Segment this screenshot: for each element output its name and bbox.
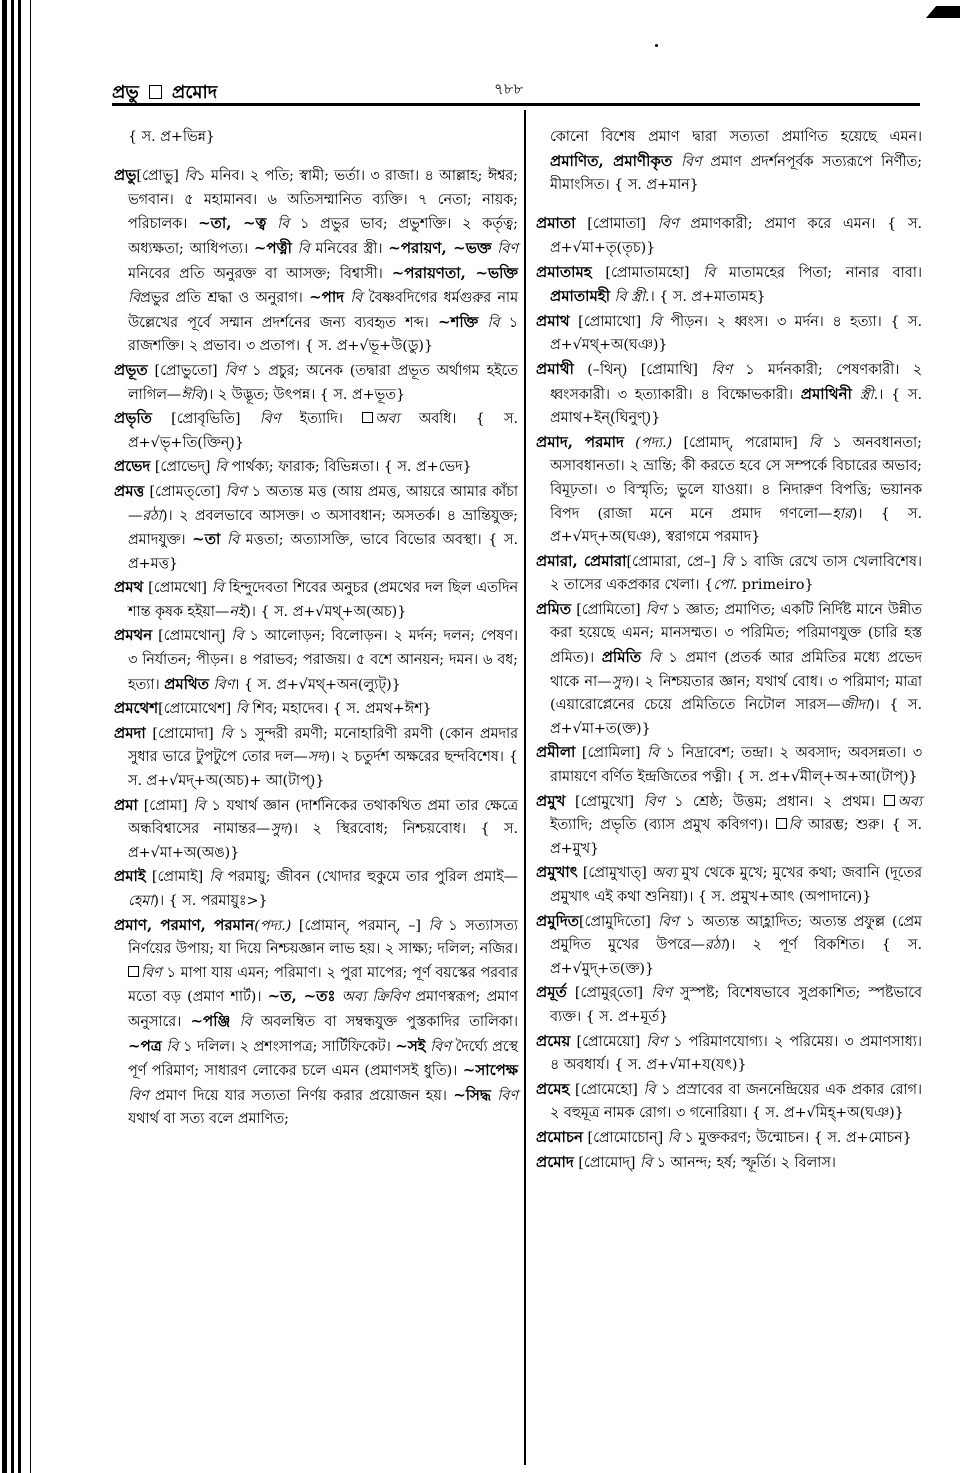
dictionary-entry bbox=[114, 722, 518, 794]
definition-text: )। ২ স্থিরবোধ; নিশ্চয়বোধ। { স. প্র+√মা+অ(অঙ)} bbox=[128, 821, 518, 861]
grammar-label: বি bbox=[667, 1129, 680, 1146]
headword: প্রমাই bbox=[114, 867, 146, 886]
definition-text: )। { স. প্র+√মা+ত(ক্ত)} bbox=[550, 697, 922, 737]
headword: ~তা bbox=[192, 530, 221, 549]
grammar-label: বিণ bbox=[497, 1087, 518, 1104]
headword: প্রমেহ bbox=[536, 1079, 570, 1098]
grammar-label: বি bbox=[297, 240, 310, 257]
definition-text: মনিবের স্ত্রী। bbox=[309, 240, 389, 257]
definition-text: )। { স. পরমায়ুঃ>} bbox=[153, 893, 268, 909]
definition-text: [প্রোমেহো] bbox=[569, 1081, 644, 1098]
dictionary-entry bbox=[536, 861, 922, 909]
definition-text bbox=[852, 387, 860, 403]
headword: ~পত্র bbox=[128, 1036, 162, 1055]
dictionary-entry bbox=[536, 431, 922, 550]
grammar-label: বিণ bbox=[259, 411, 281, 428]
headword: প্রমদা bbox=[114, 723, 146, 742]
sense-box-icon bbox=[128, 966, 139, 977]
headword: প্রমুদিত bbox=[536, 911, 579, 930]
dictionary-entry bbox=[536, 310, 922, 358]
dictionary-entry bbox=[536, 212, 922, 260]
grammar-label: বি bbox=[640, 1154, 653, 1171]
headword: প্রমথন bbox=[114, 626, 153, 645]
headword: প্রমূর্ত bbox=[536, 983, 567, 1002]
definition-text: পরমায়ু; জীবন (খোদার হুকুমে তার পুরিল প্রমাই— bbox=[221, 869, 518, 886]
scan-dot-artifact bbox=[655, 44, 658, 47]
definition-text: [প্রোমাদ্, পরোমাদ] bbox=[672, 434, 809, 451]
grammar-label: অব্য bbox=[651, 865, 677, 882]
grammar-label: বি bbox=[220, 725, 233, 742]
definition-text: ১ দলিল। ২ প্রশংসাপত্র; সার্টিফিকেট। bbox=[178, 1038, 396, 1055]
definition-text: বৈষ্ণবদিগের ধর্মগুরুর নাম উল্লেখের পূর্বে সম্মান প্রদর্শনের জন্য ব্যবহৃত শব্দ। bbox=[128, 290, 519, 331]
definition-text: ১ আনন্দ; হর্ষ; স্ফূর্তি। ২ বিলাস। bbox=[652, 1154, 836, 1171]
grammar-label: বিণ bbox=[497, 240, 518, 257]
page-number: ৭৮৮ bbox=[494, 80, 524, 98]
definition-text: পীড়ন। ২ ধ্বংস। ৩ মর্দন। ৪ হত্যা। { স. প্র+√মথ্+অ(ঘঞ)} bbox=[550, 313, 922, 354]
definition-text: প্রমাণ প্রদর্শনপূর্বক সত্যরূপে নির্ণীত; মীমাংসিত। { স. প্র+মান} bbox=[550, 153, 923, 194]
grammar-label: বিণ bbox=[646, 1033, 668, 1050]
definition-text: ইত্যাদি; প্রভৃতি (ব্যাস প্রমুখ কবিগণ)। bbox=[550, 817, 776, 834]
headword: ~পরায়ণতা, ~ভক্তি bbox=[391, 263, 519, 282]
grammar-label: ঈবি bbox=[181, 386, 203, 403]
definition-text: [প্রোমুদিতো] bbox=[578, 913, 658, 930]
grammar-label: জীদা bbox=[840, 697, 870, 714]
grammar-label: বি bbox=[648, 650, 661, 667]
dictionary-entry bbox=[536, 981, 922, 1029]
headword: প্রমুখাৎ bbox=[536, 863, 578, 882]
headword: ~তা, ~ত্ব bbox=[198, 214, 267, 233]
headword: প্রমাথী bbox=[536, 359, 574, 378]
headword: প্রমারা, প্রেমারা bbox=[536, 551, 627, 570]
definition-text: )। ২ পূর্ণ বিকশিত। { স. প্র+√মুদ্+ত(ক্ত)} bbox=[550, 937, 922, 977]
grammar-label: বি bbox=[209, 869, 222, 886]
headword: প্রমাতামহ bbox=[536, 262, 592, 281]
definition-text: [প্রোমোথেশ] bbox=[158, 701, 236, 718]
guide-word-first: প্রভু bbox=[112, 82, 139, 103]
grammar-label: পো. bbox=[713, 577, 738, 594]
grammar-label: বি bbox=[277, 216, 290, 233]
definition-text: [প্রোভুতো] bbox=[147, 362, 225, 379]
header-rule bbox=[112, 103, 920, 106]
sense-box-icon bbox=[362, 412, 373, 423]
headword: ~পত্নী bbox=[253, 238, 292, 257]
headword: প্রমিতি bbox=[601, 648, 642, 667]
definition-text: হিন্দুদেবতা শিবের অনুচর (প্রমথের দল ছিল এতদিন শান্ত কৃষক হইয়া— bbox=[128, 580, 518, 620]
headword: প্রমাদ, পরমাদ bbox=[536, 432, 624, 451]
headword: প্রভেদ bbox=[114, 457, 151, 476]
headword: প্রমা bbox=[114, 795, 138, 814]
definition-text: [প্রোমাতা] bbox=[575, 216, 658, 233]
definition-text: মুখ থেকে মুখে; মুখের কথা; জবানি (দূতের প্রমুখাৎ এই কথা শুনিয়া)। { স. প্রমুখ+আৎ (অপাদানে)} bbox=[550, 865, 922, 905]
dictionary-entry bbox=[536, 598, 922, 742]
grammar-label: নই bbox=[229, 603, 246, 620]
grammar-label: বি bbox=[428, 917, 441, 934]
definition-text: [প্রোভেদ্] bbox=[150, 459, 216, 476]
definition-text: মাতামহের পিতা; নানার বাবা। bbox=[715, 264, 922, 281]
definition-text: [প্রোমাথো] bbox=[569, 313, 650, 330]
definition-text: ১ সুন্দরী রমণী; মনোহারিণী রমণী (কোন প্রমদার সুধার ভারে টুপটুপে তোর দল— bbox=[128, 725, 518, 766]
scan-corner-artifact bbox=[926, 6, 960, 18]
definition-text: ১ শ্রেষ্ঠ; উত্তম; প্রধান। ২ প্রথম। bbox=[664, 793, 885, 810]
headword: প্রমাণ, পরমাণ, পরমান bbox=[114, 915, 255, 934]
definition-text: ১ মাপা যায় এমন; পরিমাণ। ২ পুরা মাপের; পূর্ণ বয়স্কের পরবার মতো বড় (প্রমাণ শার্ট)। bbox=[128, 964, 518, 1006]
headword: ~সই bbox=[395, 1036, 426, 1055]
right-column bbox=[536, 112, 922, 1175]
headword: ~সিদ্ধ bbox=[453, 1085, 491, 1104]
grammar-label: বিণ bbox=[225, 483, 247, 500]
definition-text: [প্রোমথো] bbox=[143, 580, 212, 597]
grammar-label: বি bbox=[647, 745, 660, 762]
grammar-label: বি bbox=[721, 553, 734, 570]
definition-text: ১ মুক্তকরণ; উন্মোচন। { স. প্র+মোচন} bbox=[679, 1129, 912, 1146]
definition-text: [প্রোমিতো] bbox=[571, 601, 646, 618]
dictionary-entry bbox=[114, 455, 518, 480]
definition-text: অবধি। { স. প্র+√ভৃ+তি(ক্তিন্)} bbox=[128, 411, 518, 451]
dictionary-entry bbox=[536, 1151, 922, 1176]
page-header bbox=[112, 78, 920, 103]
headword: প্রমথেশ bbox=[114, 699, 159, 718]
definition-text: আরম্ভ; শুরু। { স. প্র+মুখ} bbox=[550, 817, 922, 857]
definition-text: । { স. প্র+√মথ্+অন(ল্যুট্)} bbox=[234, 676, 401, 693]
definition-text: [প্রোমারা, প্রে–] bbox=[626, 553, 722, 570]
definition-text: প্রভুর প্রতি শ্রদ্ধা ও অনুরাগ। bbox=[140, 290, 310, 307]
definition-text: [প্রোমোদা] bbox=[145, 725, 221, 742]
definition-text: [প্রোবৃভিতি] bbox=[151, 411, 260, 428]
headword: প্রভূত bbox=[114, 360, 148, 379]
headword: প্রমত্ত bbox=[114, 481, 145, 500]
headword: প্রমেয় bbox=[536, 1031, 571, 1050]
headword: প্রমাথিনী bbox=[800, 384, 852, 403]
grammar-label: বিণ bbox=[224, 362, 246, 379]
definition-text: primeiro} bbox=[737, 577, 814, 594]
grammar-label: বিণ bbox=[128, 1087, 149, 1104]
grammar-label: স্ত্রী. bbox=[859, 386, 879, 403]
grammar-label: বি bbox=[193, 797, 206, 814]
grammar-label: বি bbox=[227, 532, 240, 549]
guide-word-last: প্রমোদ bbox=[171, 82, 218, 103]
definition-text: ১ আলোড়ন; বিলোড়ন। ২ মর্দন; দলন; পেষণ। ৩ নির্যাতন; পীড়ন। ৪ পরাভব; পরাজয়। ৫ বশে আনয়ন; দমন। ৬ বধ; হত্যা। bbox=[128, 628, 519, 693]
definition-text: [প্রোমেয়ো] bbox=[570, 1033, 647, 1050]
definition-text: সুস্পষ্ট; বিশেষভাবে সুপ্রকাশিত; স্পষ্টভাবে ব্যক্ত। { স. প্র+মূর্ত} bbox=[550, 985, 923, 1025]
definition-text: ১ মনিব। ২ পতি; স্বামী; ভর্তা। ৩ রাজা। ৪ আল্লাহ; ঈশ্বর; ভগবান। ৫ মহামানব। ৬ অতিসম্মানিত ব্যক্তি। ৭ নেতা; নায়ক; পরিচালক। bbox=[128, 168, 518, 233]
grammar-label: রঠা bbox=[704, 937, 725, 954]
sense-box-icon bbox=[776, 818, 787, 829]
left-column bbox=[114, 112, 518, 1132]
dictionary-entry bbox=[536, 1126, 922, 1151]
definition-text: )। ২ প্রবলভাবে আসক্ত। ৩ অসাবধান; অসতর্ক। ৪ ভ্রান্তিযুক্ত; প্রমাদযুক্ত। bbox=[128, 507, 518, 549]
headword: প্রমোদ bbox=[536, 1152, 574, 1171]
column-divider bbox=[524, 110, 526, 1465]
definition-text: )। ২ উদ্ভূত; উৎপন্ন। { স. প্র+ভূত} bbox=[202, 386, 406, 403]
definition-text: [প্রোমান্, পরমান্, –] bbox=[291, 917, 429, 934]
headword: ~পাদ bbox=[309, 288, 345, 307]
dictionary-entry bbox=[536, 790, 922, 862]
definition-text: )। ২ নিশ্চয়তার জ্ঞান; যথার্থ বোধ। ৩ পরিমাণ; মাত্রা (এয়ারোপ্লেনের চেয়ে প্রমিতিতে নিটোল সারস— bbox=[550, 673, 922, 714]
definition-text: [প্রোমাই] bbox=[145, 869, 210, 886]
dictionary-entry bbox=[536, 261, 922, 310]
definition-text: [প্রোমুখো] bbox=[565, 793, 644, 810]
definition-text: প্রমাণকারী; প্রমাণ করে এমন। { স. প্র+√মা+তৃ(তৃচ)} bbox=[550, 216, 922, 256]
definition-text: শিব; মহাদেব। { স. প্রমথ+ঈশ} bbox=[247, 701, 432, 718]
definition-text: ১ বাজি রেখে তাস খেলাবিশেষ। ২ তাসের একপ্রকার খেলা। { bbox=[550, 553, 922, 594]
grammar-label: বি bbox=[231, 628, 244, 645]
grammar-label: বি bbox=[239, 1013, 252, 1030]
headword: প্রভৃতি bbox=[114, 409, 152, 428]
definition-text: )। { স. প্র+√মথ্+অ(অচ)} bbox=[245, 603, 407, 620]
dictionary-entry bbox=[114, 164, 518, 359]
dictionary-entry bbox=[114, 865, 518, 913]
guide-separator-box-icon bbox=[149, 85, 162, 99]
definition-text: ১ প্রচুর; অনেক (তদ্বারা প্রভূত অর্থাগম হইতে লাগিল— bbox=[128, 362, 518, 403]
continuation-text: { স. প্র+ভিন্ন} bbox=[128, 129, 215, 146]
definition-text bbox=[672, 154, 681, 170]
grammar-label: বি bbox=[128, 290, 141, 307]
grammar-label: (পদ্য.) bbox=[254, 917, 292, 934]
definition-text bbox=[624, 435, 635, 451]
grammar-label: হেমা bbox=[128, 893, 154, 909]
definition-text bbox=[266, 216, 277, 232]
grammar-label: সুদ bbox=[270, 821, 288, 838]
definition-text: কোনো বিশেষ প্রমাণ দ্বারা সত্যতা প্রমাণিত হয়েছে এমন। bbox=[550, 129, 922, 146]
definition-text: । { স. প্রমাথ+ইন্(ঘিনুণ্)} bbox=[550, 386, 922, 427]
definition-text: [প্রোভু] bbox=[136, 168, 185, 185]
grammar-label: বি স্ত্রী. bbox=[614, 289, 650, 306]
definition-text: মনিবের প্রতি অনুরক্ত বা আসক্ত; বিশ্বাসী। bbox=[128, 265, 392, 282]
grammar-label: সুদ bbox=[611, 673, 629, 690]
definition-text: ১ প্রভুর ভাব; প্রভুশক্তি। ২ কর্তৃত্ব; অধ্যক্ষতা; আধিপত্য। bbox=[128, 216, 518, 257]
definition-text: যথার্থ বা সত্য বলে প্রমাণিত; bbox=[128, 1111, 289, 1128]
definition-text: [প্রোমিলা] bbox=[575, 745, 648, 762]
grammar-label: বিণ bbox=[657, 216, 679, 233]
definition-text: । { স. প্র+মাতামহ} bbox=[649, 289, 766, 306]
headword: প্রমাতামহী bbox=[550, 287, 610, 306]
headword: প্রমথ bbox=[114, 578, 144, 597]
definition-text: অবলম্বিত বা সম্বন্ধযুক্ত পুস্তকাদির তালিকা। bbox=[251, 1013, 518, 1030]
grammar-label: বি bbox=[487, 314, 500, 331]
definition-text: ১ অনবধানতা; অসাবধানতা। ২ ভ্রান্তি; কী করতে হবে সে সম্পর্কে বিচারের অভাব; বিমূঢ়তা। ৩ বিস্মৃতি; ভুলে যাওয়া। ৪ নিদারুণ বিপত্তি; ভয়ানক বিপদ (রাজা মনে মনে প্রমাদ গণলো— bbox=[550, 434, 922, 522]
headword: ~পঞ্জি bbox=[190, 1011, 231, 1030]
grammar-label: বিণ bbox=[643, 793, 665, 810]
grammar-label: অব্য ক্রিবিণ bbox=[341, 989, 410, 1006]
dictionary-entry bbox=[536, 1030, 922, 1078]
dictionary-entry bbox=[114, 914, 518, 1132]
definition-text: [প্রোমথোন্] bbox=[152, 628, 232, 645]
definition-text: ১ পরিমাণযোগ্য। ২ পরিমেয়। ৩ প্রমাণসাধ্য। ৪ অবধার্য। { স. প্র+√মা+য(যৎ)} bbox=[550, 1033, 922, 1074]
dictionary-entry bbox=[114, 794, 518, 866]
headword: প্রমাথ bbox=[536, 311, 570, 330]
definition-text: প্রমাণ দিয়ে যার সত্যতা নির্ণয় করার প্রয়োজন হয়। bbox=[148, 1087, 454, 1104]
grammar-label: বি bbox=[211, 580, 224, 597]
grammar-label: বিণ bbox=[657, 913, 679, 930]
grammar-label: বি bbox=[235, 701, 248, 718]
headword: প্রমোচন bbox=[536, 1127, 583, 1146]
headword: প্রভু bbox=[114, 166, 137, 185]
definition-text: ১ সত্যাসত্য নির্ণয়ের উপায়; যা দিয়ে নিশ্চয়জ্ঞান লাভ হয়। ২ সাক্ষ্য; দলিল; নজির। bbox=[128, 917, 518, 958]
dictionary-entry bbox=[536, 910, 922, 982]
grammar-label: হার bbox=[832, 505, 852, 522]
grammar-label: বিণ bbox=[213, 676, 235, 693]
headword: প্রমীলা bbox=[536, 743, 576, 762]
grammar-label: অব্য bbox=[897, 793, 922, 810]
dictionary-entry bbox=[114, 697, 518, 722]
definition-text: ১ প্রমাণ (প্রতর্ক আর প্রমিতির মধ্যে প্রভেদ থাকে না— bbox=[550, 650, 922, 690]
grammar-label: রঠা bbox=[142, 507, 162, 524]
definition-text: ১ অত্যন্ত আহ্লাদিত; অত্যন্ত প্রফুল্ল (প্রেম প্রমুদিত মুখের উপরে— bbox=[550, 913, 922, 954]
scan-binding-edge bbox=[0, 0, 40, 1473]
definition-text: [প্রোমোচোন্] bbox=[582, 1129, 668, 1146]
definition-text: (–থিন্) [প্রোমাথি] bbox=[573, 361, 712, 378]
headword: প্রমাণিত, প্রমাণীকৃত bbox=[550, 151, 673, 170]
grammar-label: বি bbox=[166, 1038, 179, 1055]
definition-text bbox=[230, 1014, 239, 1030]
grammar-label: বি bbox=[649, 313, 662, 330]
definition-text: [প্রোমাতামহো] bbox=[591, 264, 704, 281]
headword: ~পরায়ণ, ~ভক্ত bbox=[388, 238, 492, 257]
definition-text: ১ রাজশক্তি। ২ প্রভাব। ৩ প্রতাপ। { স. প্র+√ভূ+উ(ডু)} bbox=[128, 314, 518, 355]
dictionary-entry bbox=[114, 624, 518, 697]
definition-text: )। ২ চতুর্দশ অক্ষরের ছন্দবিশেষ। { স. প্র+√মদ্+অ(অচ)+ আ(টাপ্)} bbox=[128, 749, 518, 790]
entry-list bbox=[114, 164, 518, 1132]
headword: প্রমিত bbox=[536, 599, 572, 618]
grammar-label: অব্য bbox=[375, 411, 400, 428]
dictionary-entry bbox=[536, 550, 922, 598]
definition-text: ১ অত্যন্ত মত্ত (আয় প্রমত্ত, আয়রে আমার কাঁচা— bbox=[128, 483, 519, 524]
headword: ~শক্তি bbox=[437, 312, 479, 331]
dictionary-entry bbox=[114, 359, 518, 407]
definition-text bbox=[641, 650, 649, 666]
headword: প্রমথিত bbox=[164, 674, 209, 693]
grammar-label: বিণ bbox=[680, 153, 702, 170]
definition-text: মত্ততা; অত্যাসক্তি, ভাবে বিভোর অবস্থা। { স. প্র+মত্ত} bbox=[128, 532, 518, 572]
headword: প্রমাতা bbox=[536, 214, 576, 233]
definition-text: ইত্যাদি। bbox=[280, 411, 363, 428]
dictionary-entry bbox=[114, 576, 518, 624]
dictionary-entry bbox=[114, 407, 518, 455]
grammar-label: বি bbox=[643, 1081, 656, 1098]
definition-text: দৈর্ঘ্যে প্রস্থে পূর্ণ পরিমাণ; সাধারণ লোকের চলে এমন (প্রমাণসই ধুতি)। bbox=[128, 1038, 519, 1080]
definition-text: [প্রোমত্‌তো] bbox=[144, 483, 226, 500]
continuation-text bbox=[536, 126, 922, 198]
dictionary-entry bbox=[114, 480, 518, 576]
definition-text: পার্থক্য; ফারাক; বিভিন্নতা। { স. প্র+ভেদ} bbox=[227, 459, 472, 476]
grammar-label: বিণ bbox=[645, 601, 667, 618]
definition-text: )। { স. প্র+√মদ্+অ(ঘঞ), স্বরাগমে পরমাদ} bbox=[550, 505, 922, 546]
grammar-label: বি bbox=[788, 817, 801, 834]
dictionary-entry bbox=[536, 1078, 922, 1126]
definition-text: [প্রোমুর্‌তো] bbox=[566, 985, 652, 1002]
definition-text: ১ মর্দনকারী; পেষণকারী। ২ ধ্বংসকারী। ৩ হত্যাকারী। ৪ বিক্ষোভকারী। bbox=[550, 361, 922, 403]
dictionary-entry bbox=[536, 358, 922, 431]
sense-box-icon bbox=[884, 795, 895, 806]
grammar-label: সদ bbox=[307, 749, 325, 766]
entry-list bbox=[536, 212, 922, 1175]
definition-text: ১ প্রস্রাবের বা জননেন্দ্রিয়ের এক প্রকার রোগ। ২ বহুমূত্র নামক রোগ। ৩ গনোরিয়া। { স. প্র+√মিহ্+অ(ঘঞ)} bbox=[550, 1081, 922, 1122]
grammar-label: বি bbox=[703, 264, 716, 281]
grammar-label: বিণ bbox=[651, 985, 672, 1002]
grammar-label: বি bbox=[184, 168, 197, 185]
definition-text: প্রমাণস্বরূপ; প্রমাণ অনুসারে। bbox=[128, 989, 519, 1030]
grammar-label: বিণ bbox=[711, 361, 732, 378]
grammar-label: বি bbox=[808, 434, 821, 451]
grammar-label: বি bbox=[350, 290, 363, 307]
definition-text: [প্রোমা] bbox=[137, 797, 194, 814]
dictionary-entry bbox=[536, 741, 922, 789]
headword: প্রমুখ bbox=[536, 791, 566, 810]
grammar-label: বিণ bbox=[430, 1038, 451, 1055]
grammar-label: বি bbox=[215, 459, 228, 476]
headword: ~সাপেক্ষ bbox=[462, 1061, 518, 1080]
definition-text: ১ জ্ঞাত; প্রমাণিত; একটি নির্দিষ্ট মানে উন্নীত করা হয়েছে এমন; মানসম্মত। ৩ পরিমিত; পরিমাণযুক্ত (চারি হস্ত প্রমিত)। bbox=[550, 601, 923, 667]
definition-text: ১ যথার্থ জ্ঞান (দার্শনিকের তথাকথিত প্রমা তার ক্ষেত্রে অন্ধবিশ্বাসের নামান্তর— bbox=[128, 797, 518, 838]
definition-text: ১ নিদ্রাবেশ; তন্দ্রা। ২ অবসাদ; অবসন্নতা। ৩ রামায়ণে বর্ণিত ইন্দ্রজিতের পত্নী। { স. প্র+√মীল্+অ+আ(টাপ্)} bbox=[550, 745, 922, 786]
definition-text: [প্রোমোদ্] bbox=[573, 1154, 640, 1171]
grammar-label: বিণ bbox=[141, 964, 162, 981]
definition-text: [প্রোমুখাত্] bbox=[577, 865, 652, 882]
grammar-label: (পদ্য.) bbox=[635, 434, 673, 451]
headword: ~ত, ~তঃ bbox=[267, 987, 336, 1006]
